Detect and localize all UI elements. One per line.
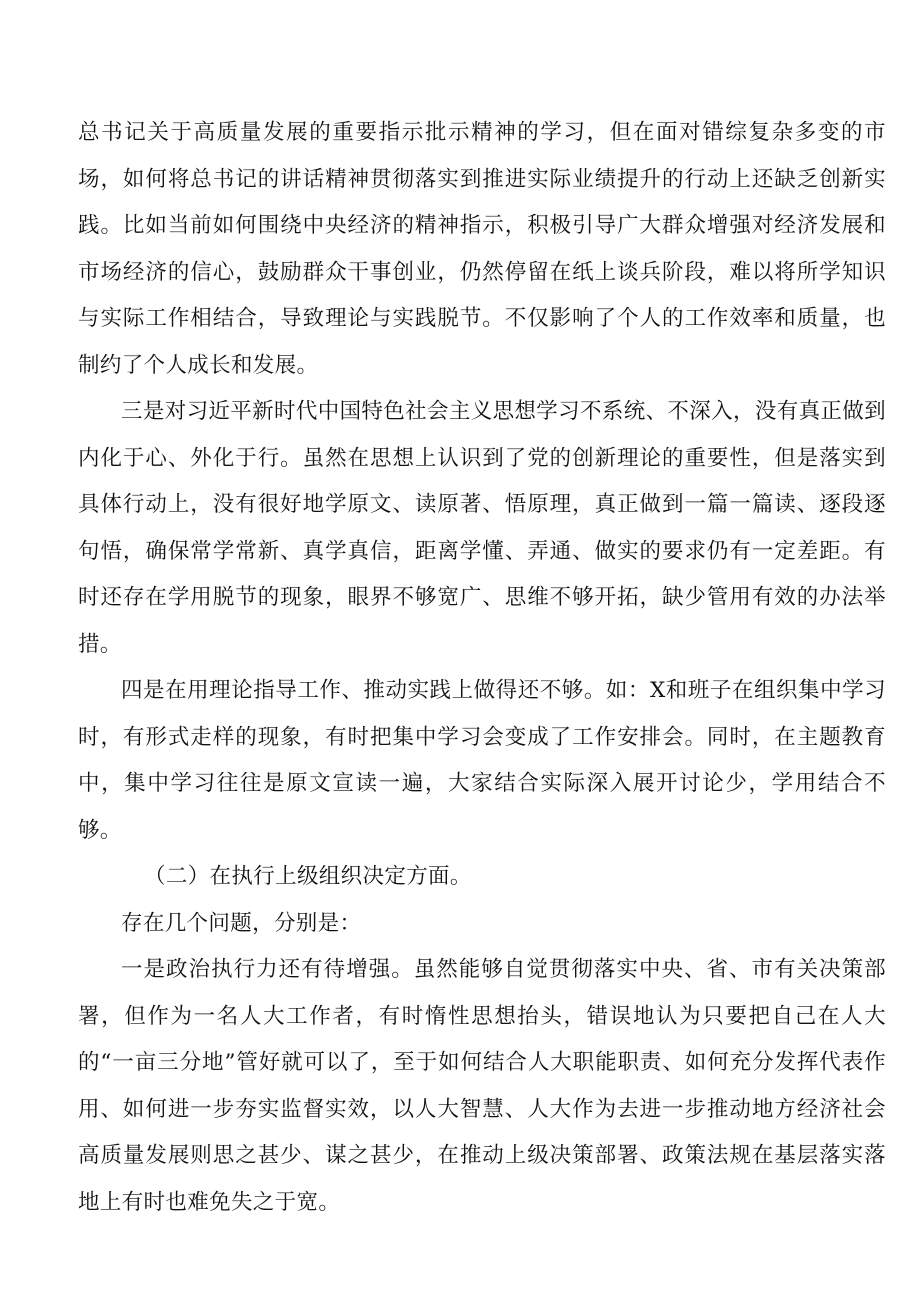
- section-heading-2: （二）在执行上级组织决定方面。: [144, 864, 472, 889]
- paragraph-point-one: 一是政治执行力还有待增强。虽然能够自觉贯彻落实中央、省、市有关决策部署，但作为一名人大工作者，有时惰性思想抬头，错误地认为只要把自己在人大的“一亩三分地”管好就可以了，至于如何结合人大职能职责、如何充分发挥代表作用、如何进一步夯实监督实效，以人大智慧、人大作为去进一步推动地方经济社会高质量发展则思之甚少、谋之甚少，在推动上级决策部署、政策法规在基层落实落地上有时也难免失之于宽。: [78, 957, 886, 1215]
- paragraph-point-four: 四是在用理论指导工作、推动实践上做得还不够。如：X和班子在组织集中学习时，有形式走样的现象，有时把集中学习会变成了工作安排会。同时，在主题教育中，集中学习往往是原文宣读一遍，大家结合实际深入展开讨论少，学用结合不够。: [78, 678, 886, 843]
- paragraph-point-three: 三是对习近平新时代中国特色社会主义思想学习不系统、不深入，没有真正做到内化于心、外化于行。虽然在思想上认识到了党的创新理论的重要性，但是落实到具体行动上，没有很好地学原文、读原著、悟原理，真正做到一篇一篇读、逐段逐句悟，确保常学常新、真学真信，距离学懂、弄通、做实的要求仍有一定差距。有时还存在学用脱节的现象，眼界不够宽广、思维不够开拓，缺少管用有效的办法举措。: [78, 399, 886, 657]
- document-body: [78, 110, 886, 1226]
- paragraph-continuation: 总书记关于高质量发展的重要指示批示精神的学习，但在面对错综复杂多变的市场，如何将总书记的讲话精神贯彻落实到推进实际业绩提升的行动上还缺乏创新实践。比如当前如何围绕中央经济的精神指示，积极引导广大群众增强对经济发展和市场经济的信心，鼓励群众干事创业，仍然停留在纸上谈兵阶段，难以将所学知识与实际工作相结合，导致理论与实践脱节。不仅影响了个人的工作效率和质量，也制约了个人成长和发展。: [78, 120, 886, 378]
- paragraph-problem-intro: 存在几个问题，分别是：: [121, 910, 362, 936]
